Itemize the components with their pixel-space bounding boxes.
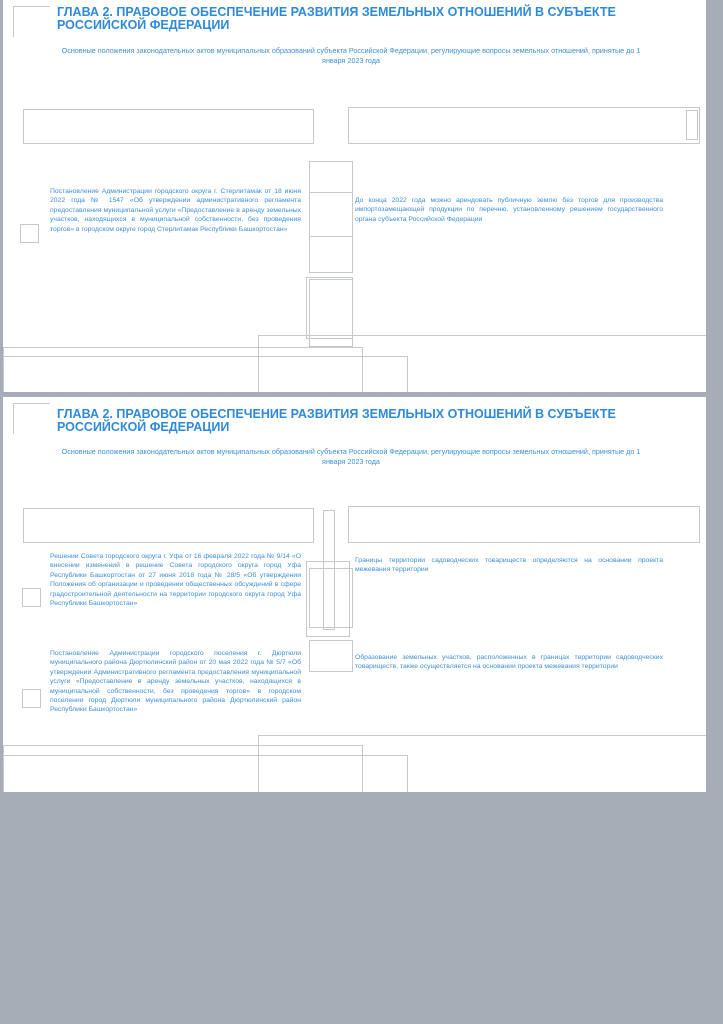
act-summary: До конца 2022 года можно арендовать публичную землю без торгов для производства импортозамещающей продукции по перечню, установленному решением государственного органа субъекта Российской Федерации — [355, 197, 663, 223]
header-cell-left — [23, 109, 314, 144]
decorative-corner — [13, 403, 50, 434]
header-cell-right — [348, 107, 700, 144]
header-cell-right — [348, 506, 700, 543]
act-text: Постановление Администрации городского поселения г. Дюртюли муниципального района Дюртюлинский район от 20 мая 2022 года № 5/7 «Об утверждении Административного регламента предоставления муниципальной услуги «Предоставление в аренду земельных участков, находящихся в муниципальной собственности, без проведения торгов» в городском поселении город Дюртюли муниципального района Дюртюлинский район Республики Башкортостан» — [50, 650, 301, 714]
frame-line — [686, 110, 698, 140]
row-checkbox[interactable] — [22, 689, 41, 708]
frame-line — [309, 640, 353, 672]
act-text: Постановление Администрации городского округа г. Стерлитамак от 18 июня 2022 года № 1547 «Об утверждении административного регламента предоставления муниципальной услуги «Предоставление в аренду земельных участков, находящихся в муниципальной собственности, без проведения торгов» в городском округе город Стерлитамак Республики Башкортостан» — [50, 188, 301, 233]
decorative-corner — [13, 6, 50, 37]
act-summary: Границы территории садоводческих товариществ определяются на основании проекта межевания территории — [355, 557, 663, 574]
frame-line — [3, 755, 408, 792]
frame-line — [309, 568, 353, 628]
header-cell-left — [23, 508, 314, 543]
frame-line — [309, 192, 353, 237]
row-checkbox[interactable] — [22, 588, 41, 607]
slide-subtitle: Основные положения законодательных актов муниципальных образований субъекта Российской Федерации, регулирующие вопросы земельных отношений, принятые до 1 января 2023 года — [61, 46, 641, 65]
slide-subtitle: Основные положения законодательных актов муниципальных образований субъекта Российской Федерации, регулирующие вопросы земельных отношений, принятые до 1 января 2023 года — [61, 447, 641, 466]
slide-1 — [3, 0, 706, 392]
slide-2 — [3, 397, 706, 792]
row-checkbox[interactable] — [20, 224, 39, 243]
act-summary: Образование земельных участков, расположенных в границах территории садоводческих товариществ, также осуществляется на основании проекта межевания территории — [355, 654, 663, 671]
slide-title: ГЛАВА 2. ПРАВОВОЕ ОБЕСПЕЧЕНИЕ РАЗВИТИЯ ЗЕМЕЛЬНЫХ ОТНОШЕНИЙ В СУБЪЕКТЕ РОССИЙСКОЙ ФЕДЕРАЦИИ — [57, 407, 616, 434]
frame-line — [3, 356, 408, 392]
act-text: Решении Совета городского округа г. Уфа от 16 февраля 2022 года № 9/14 «О внесении изменений в решение Совета городского округа город Уфа Республики Башкортостан от 27 июня 2018 года № 28/5 «Об утверждении Положения об организации и проведении общественных обсуждений в сфере градостроительной деятельности на территории городского округа город Уфа Республики Башкортостан» — [50, 553, 301, 608]
slide-title: ГЛАВА 2. ПРАВОВОЕ ОБЕСПЕЧЕНИЕ РАЗВИТИЯ ЗЕМЕЛЬНЫХ ОТНОШЕНИЙ В СУБЪЕКТЕ РОССИЙСКОЙ ФЕДЕРАЦИИ — [57, 5, 616, 32]
